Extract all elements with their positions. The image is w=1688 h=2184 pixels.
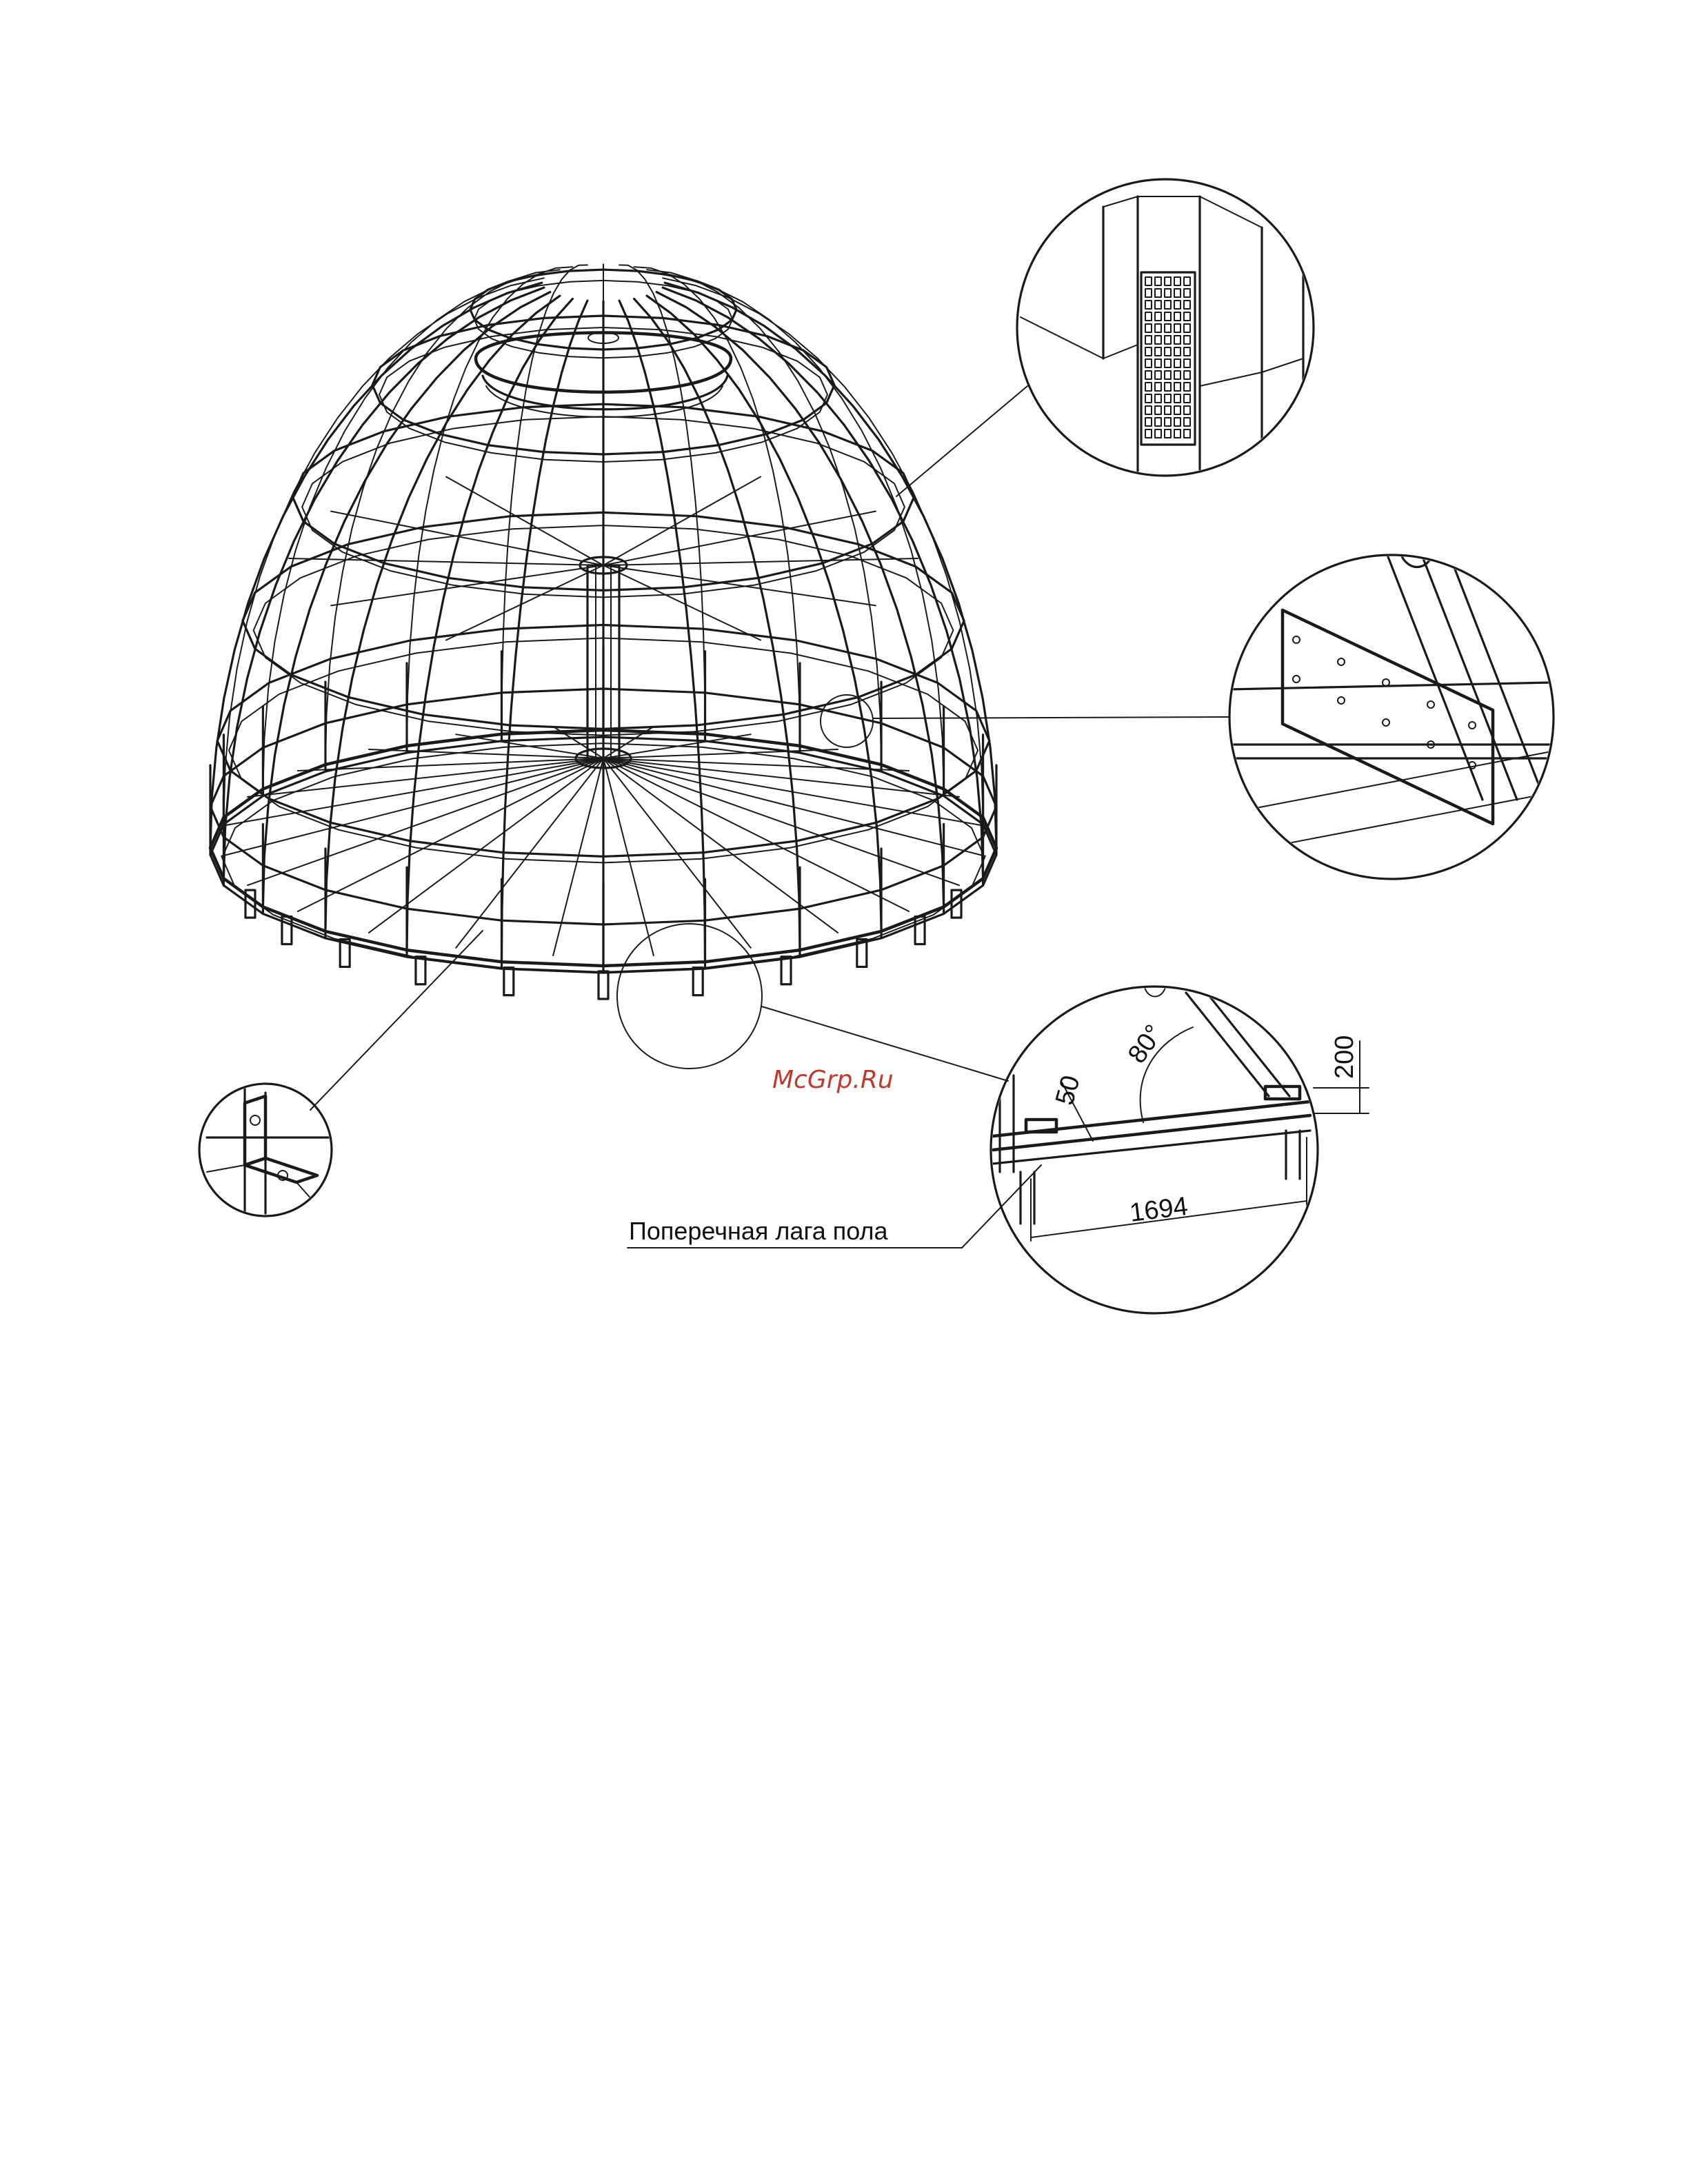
perforation-hole bbox=[1165, 301, 1171, 309]
perforation-hole bbox=[1174, 312, 1180, 321]
perforation-hole bbox=[1155, 336, 1161, 344]
perforation-hole bbox=[1184, 359, 1190, 367]
perforation-hole bbox=[1184, 406, 1190, 414]
perforation-hole bbox=[1165, 289, 1171, 297]
perforation-hole bbox=[1165, 429, 1171, 438]
perforation-hole bbox=[1145, 324, 1152, 332]
bolt-hole bbox=[1469, 722, 1476, 729]
perforation-hole bbox=[1184, 312, 1190, 321]
perforation-hole bbox=[1174, 394, 1180, 403]
floor-joist-7 bbox=[456, 758, 603, 948]
perforation-hole bbox=[1145, 289, 1152, 297]
dimension-offset: 50 bbox=[1050, 1072, 1086, 1109]
perforation-hole bbox=[1174, 406, 1180, 414]
perforation-hole bbox=[1165, 347, 1171, 356]
perforation-hole bbox=[1155, 347, 1161, 356]
leg-5 bbox=[693, 968, 703, 995]
perforation-hole bbox=[1155, 324, 1161, 332]
perforation-hole bbox=[1184, 371, 1190, 379]
bolt-hole bbox=[1338, 697, 1345, 704]
leg-8 bbox=[416, 957, 425, 984]
perforation-hole bbox=[1145, 394, 1152, 403]
perforation-hole bbox=[1184, 289, 1190, 297]
perforation-hole bbox=[1184, 347, 1190, 356]
perforation-hole bbox=[1145, 371, 1152, 379]
perforation-hole bbox=[1174, 347, 1180, 356]
perforation-hole bbox=[1165, 406, 1171, 414]
perforation-hole bbox=[1155, 383, 1161, 391]
rib-3 bbox=[647, 296, 881, 931]
perforation-hole bbox=[1155, 418, 1161, 426]
perforation-hole bbox=[1184, 418, 1190, 426]
watermark: McGrp.Ru bbox=[772, 1066, 894, 1094]
bolt-hole bbox=[1293, 676, 1300, 682]
perforation-hole bbox=[1184, 383, 1190, 391]
perforation-hole bbox=[1174, 277, 1180, 285]
perforation-hole bbox=[1174, 336, 1180, 344]
perforation-hole bbox=[1174, 371, 1180, 379]
plate-bolt-holes bbox=[1293, 636, 1476, 769]
floor-joist-label: Поперечная лага пола bbox=[629, 1217, 888, 1245]
perforation-hole bbox=[1145, 418, 1152, 426]
perforation-hole bbox=[1155, 394, 1161, 403]
dimension-height: 200 bbox=[1330, 1035, 1359, 1079]
perforation-hole bbox=[1165, 312, 1171, 321]
perforation-hole bbox=[1155, 301, 1161, 309]
perforation-hole bbox=[1184, 301, 1190, 309]
perforation-hole bbox=[1184, 277, 1190, 285]
perforation-hole bbox=[1145, 347, 1152, 356]
perforation-hole bbox=[1184, 336, 1190, 344]
bolt-hole bbox=[1383, 679, 1389, 686]
perforation-hole bbox=[1165, 371, 1171, 379]
floor-joist-2 bbox=[603, 758, 909, 911]
perforation-hole bbox=[1145, 301, 1152, 309]
perforation-hole bbox=[1145, 277, 1152, 285]
dome-frame bbox=[210, 264, 996, 999]
perforation-hole bbox=[1165, 383, 1171, 391]
perforation-hole bbox=[1174, 418, 1180, 426]
dimension-span: 1694 bbox=[1127, 1191, 1190, 1228]
perforation-hole bbox=[1174, 383, 1180, 391]
bolt-hole bbox=[1427, 701, 1434, 708]
detail-corner-bracket bbox=[199, 931, 483, 1216]
perforation-hole bbox=[1174, 324, 1180, 332]
perforation-hole bbox=[1165, 418, 1171, 426]
perforation-hole bbox=[1165, 394, 1171, 403]
detail-floor-joist bbox=[617, 924, 1369, 1313]
perforation-hole bbox=[1184, 324, 1190, 332]
perforation-hole bbox=[1165, 277, 1171, 285]
perforation-hole bbox=[1155, 406, 1161, 414]
perforation-hole bbox=[1165, 324, 1171, 332]
perforation-hole bbox=[1174, 289, 1180, 297]
perforation-grid bbox=[1145, 277, 1190, 438]
perforation-hole bbox=[1155, 359, 1161, 367]
rib-4 bbox=[634, 299, 800, 950]
rib-23 bbox=[663, 278, 983, 817]
perforation-hole bbox=[1184, 429, 1190, 438]
detail-perforated-plate bbox=[896, 179, 1314, 496]
perforation-hole bbox=[1145, 359, 1152, 367]
dimension-angle: 80° bbox=[1122, 1019, 1169, 1069]
perforation-hole bbox=[1155, 289, 1161, 297]
leg-6 bbox=[599, 971, 608, 999]
bolt-hole bbox=[1338, 658, 1345, 665]
perforation-hole bbox=[1174, 359, 1180, 367]
perforation-hole bbox=[1174, 301, 1180, 309]
detail-joint-plate bbox=[821, 552, 1554, 879]
perforation-hole bbox=[1145, 429, 1152, 438]
perforation-hole bbox=[1145, 406, 1152, 414]
rib-13 bbox=[223, 278, 544, 817]
perforation-hole bbox=[1145, 383, 1152, 391]
perforation-hole bbox=[1155, 429, 1161, 438]
perforation-hole bbox=[1155, 312, 1161, 321]
perforation-hole bbox=[1145, 312, 1152, 321]
rib-7 bbox=[502, 301, 587, 962]
perforation-hole bbox=[1165, 359, 1171, 367]
leg-7 bbox=[504, 968, 514, 995]
perforation-hole bbox=[1145, 336, 1152, 344]
floor-joist-4 bbox=[603, 758, 751, 948]
floor-joist-9 bbox=[298, 758, 603, 911]
bolt-hole bbox=[1383, 719, 1389, 726]
rib-9 bbox=[325, 296, 560, 931]
perforation-hole bbox=[1184, 394, 1190, 403]
leg-4 bbox=[781, 957, 791, 984]
perforation-hole bbox=[1165, 336, 1171, 344]
perforation-hole bbox=[1174, 429, 1180, 438]
perforation-hole bbox=[1155, 371, 1161, 379]
bolt-hole bbox=[1293, 636, 1300, 643]
perforation-hole bbox=[1155, 277, 1161, 285]
rib-8 bbox=[407, 299, 572, 950]
